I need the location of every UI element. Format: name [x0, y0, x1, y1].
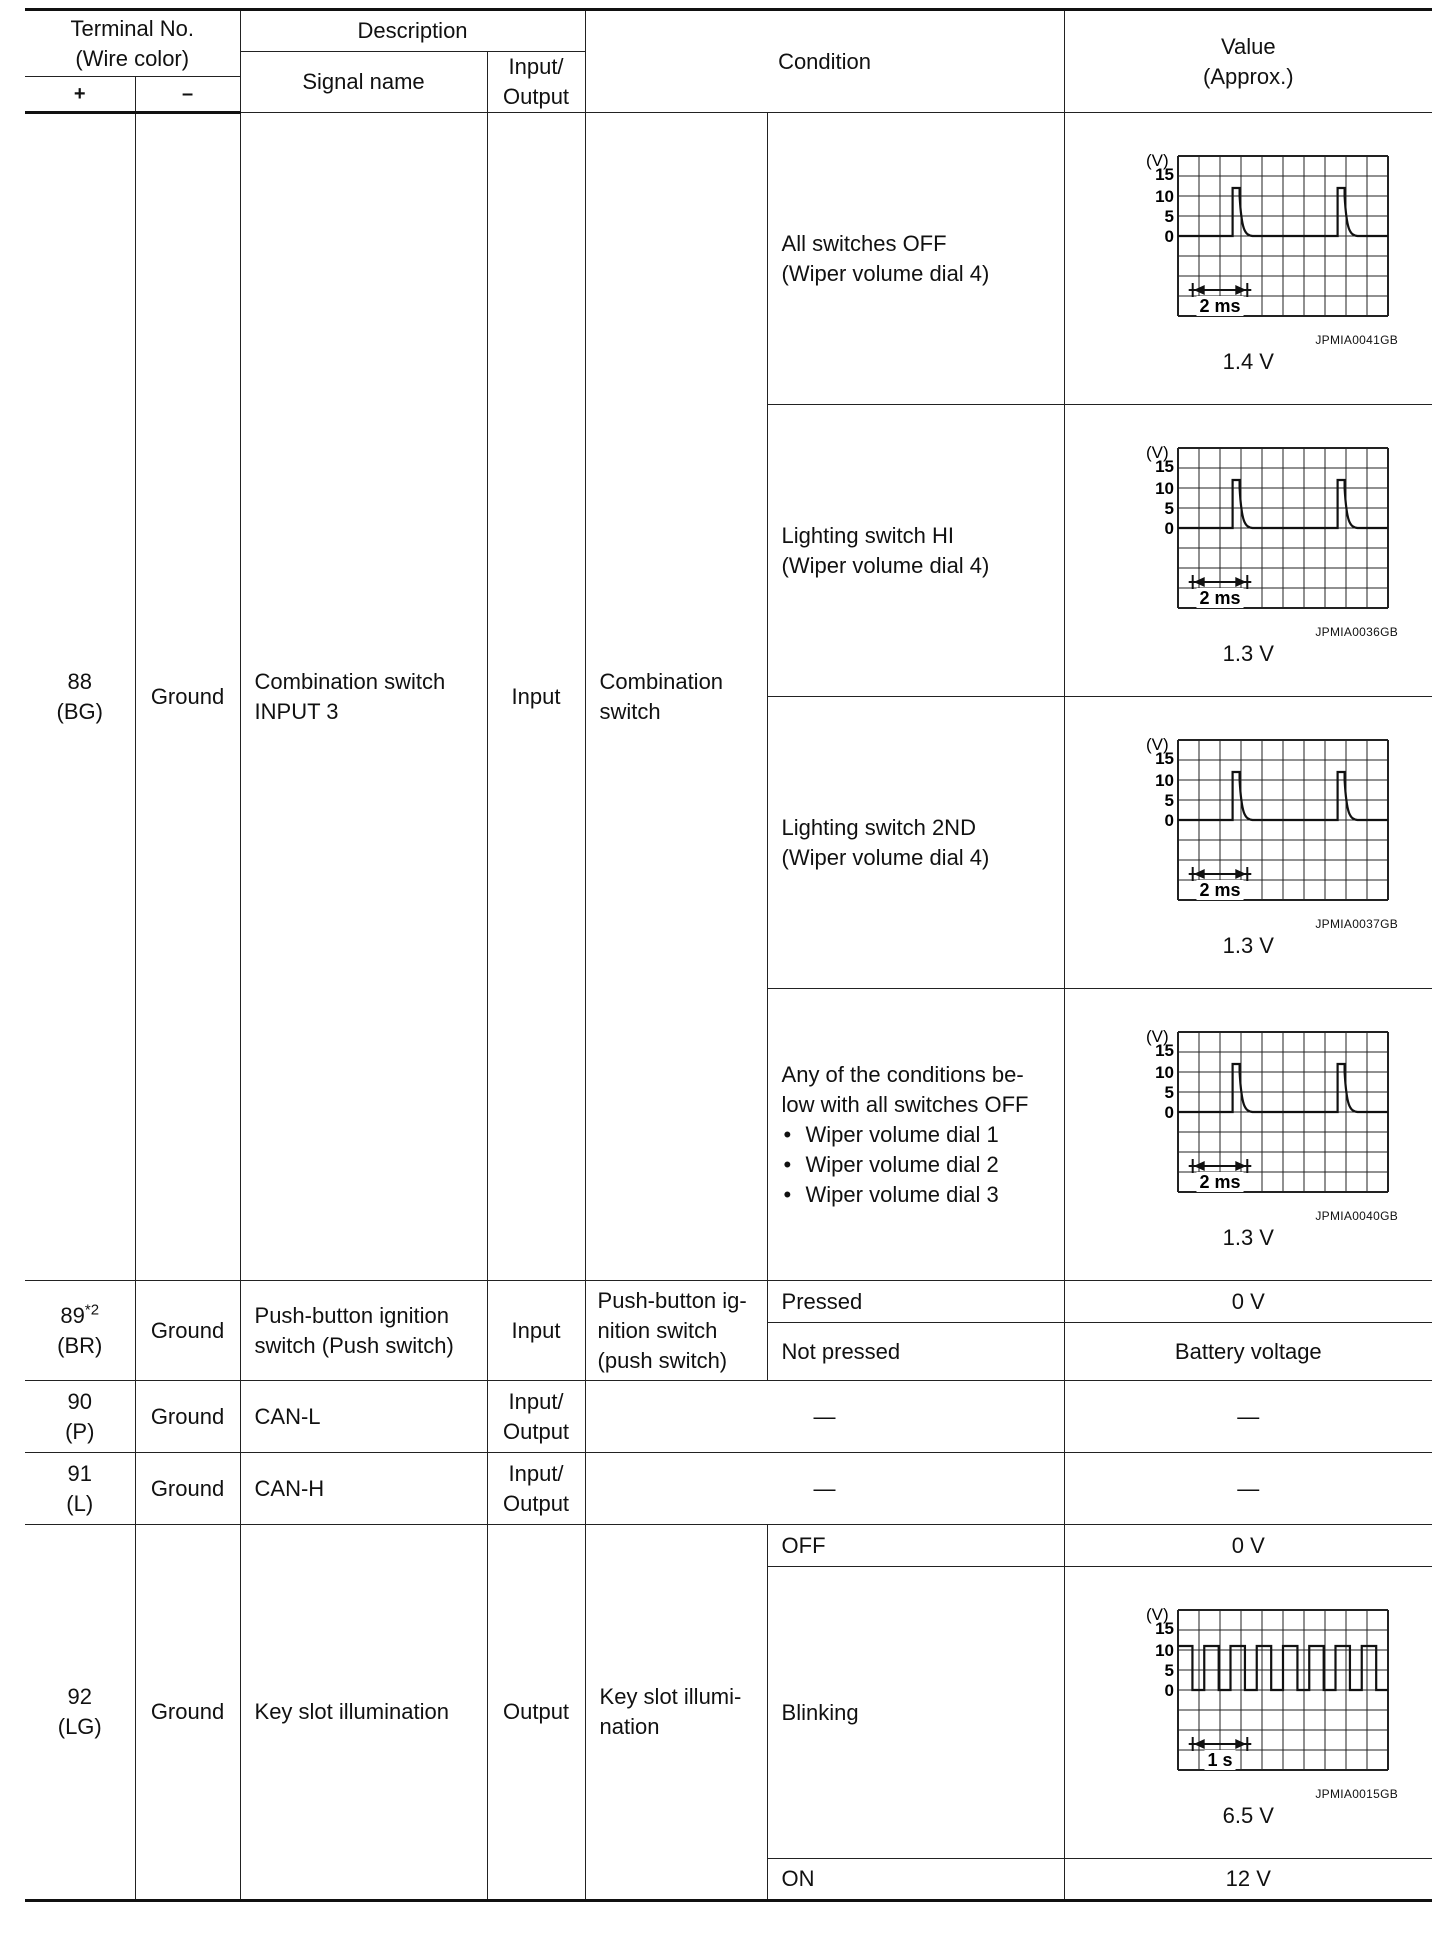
- condition-line: (push switch): [597, 1347, 728, 1373]
- figure-code: JPMIA0015GB: [1315, 1786, 1399, 1801]
- terminal-89: [25, 1281, 135, 1381]
- terminal-no-label: Terminal No.: [70, 15, 194, 41]
- condition-all-switches-off: [767, 113, 1064, 405]
- condition-off: OFF: [767, 1525, 1064, 1567]
- condition-line: Lighting switch 2ND: [781, 814, 976, 840]
- waveform-chart: [1098, 142, 1398, 332]
- ground-90: Ground: [135, 1381, 240, 1453]
- wire-color: (L): [66, 1490, 94, 1516]
- ground-91: Ground: [135, 1453, 240, 1525]
- value-on: 12 V: [1064, 1859, 1432, 1901]
- terminal-91: [25, 1453, 135, 1525]
- signal-92: Key slot illumination: [240, 1525, 487, 1901]
- figure-code: JPMIA0036GB: [1315, 624, 1399, 639]
- y-unit-label: (V): [1146, 442, 1169, 462]
- io-line: Output: [503, 1418, 570, 1444]
- wire-color: (BG): [56, 699, 103, 724]
- y-tick-label: 15: [1155, 456, 1175, 476]
- y-unit-label: (V): [1146, 734, 1169, 754]
- y-tick-label: 15: [1155, 164, 1175, 184]
- terminal-90: [25, 1381, 135, 1453]
- wire-color: (BR): [57, 1332, 103, 1358]
- signal-90: CAN-L: [240, 1381, 487, 1453]
- condition-line: (Wiper volume dial 4): [781, 844, 990, 870]
- voltage-value: 6.5 V: [1222, 1802, 1274, 1828]
- condition-bullet-list: [782, 1120, 1050, 1210]
- condition-line: Key slot illumi-: [599, 1684, 742, 1709]
- time-scale-label: 1 s: [1207, 1749, 1233, 1770]
- ground-89: Ground: [135, 1281, 240, 1381]
- y-tick-label: 5: [1164, 1660, 1175, 1680]
- header-input-output: [487, 52, 585, 113]
- terminal-92: [25, 1525, 135, 1901]
- condition-line: All switches OFF: [781, 230, 947, 256]
- signal-name-line: Push-button ignition: [254, 1302, 449, 1328]
- condition-main-88: [585, 113, 767, 1281]
- y-unit-label: (V): [1146, 150, 1169, 170]
- terminal-number: 91: [67, 1460, 92, 1486]
- condition-blinking: Blinking: [767, 1567, 1064, 1859]
- waveform-chart: [1098, 1018, 1398, 1208]
- condition-90: —: [585, 1381, 1064, 1453]
- value-pressed: 0 V: [1064, 1281, 1432, 1323]
- header-value: [1064, 10, 1432, 113]
- io-89: Input: [487, 1281, 585, 1381]
- header-signal-name: Signal name: [240, 52, 487, 113]
- value-90: —: [1064, 1381, 1432, 1453]
- condition-not-pressed: Not pressed: [767, 1323, 1064, 1381]
- y-tick-label: 15: [1155, 1618, 1175, 1638]
- terminal-table: [25, 8, 1432, 1902]
- value-not-pressed: Battery voltage: [1064, 1323, 1432, 1381]
- wire-color: (P): [65, 1418, 95, 1444]
- io-92: Output: [487, 1525, 585, 1901]
- io-label-2: Output: [503, 84, 570, 109]
- value-off: 0 V: [1064, 1525, 1432, 1567]
- io-line: Input/: [508, 1388, 564, 1414]
- y-unit-label: (V): [1146, 1026, 1169, 1046]
- condition-line: (Wiper volume dial 4): [781, 552, 990, 578]
- terminal-number: 92: [67, 1684, 92, 1709]
- condition-main-89: [585, 1281, 767, 1381]
- y-tick-label: 0: [1164, 810, 1175, 830]
- signal-88: [240, 113, 487, 1281]
- header-plus: +: [25, 77, 135, 113]
- signal-name-line: Combination switch: [254, 668, 446, 694]
- table-row-90: [25, 1381, 1432, 1453]
- condition-line: Combination: [599, 668, 724, 694]
- y-tick-label: 0: [1164, 518, 1175, 538]
- ground-88: Ground: [135, 113, 240, 1281]
- list-item: • Wiper volume dial 2: [782, 1150, 1050, 1180]
- table-row-92: [25, 1525, 1432, 1567]
- waveform-trace: [1178, 1646, 1388, 1690]
- voltage-value: 1.3 V: [1222, 640, 1274, 666]
- io-91: [487, 1453, 585, 1525]
- y-tick-label: 5: [1164, 498, 1175, 518]
- approx-label: (Approx.): [1203, 63, 1294, 89]
- footnote-marker: *2: [84, 1301, 100, 1319]
- voltage-value: 1.3 V: [1222, 932, 1274, 958]
- figure-code: JPMIA0041GB: [1315, 332, 1399, 347]
- list-item: • Wiper volume dial 1: [782, 1120, 1050, 1150]
- time-scale-label: 2 ms: [1199, 587, 1241, 608]
- header-minus: –: [135, 77, 240, 113]
- y-tick-label: 10: [1155, 770, 1175, 790]
- table-row-88: [25, 113, 1432, 405]
- time-scale-label: 2 ms: [1199, 879, 1241, 900]
- condition-line: low with all switches OFF: [781, 1091, 1029, 1117]
- figure-code: JPMIA0040GB: [1315, 1208, 1399, 1223]
- terminal-number: 88: [67, 669, 92, 694]
- y-tick-label: 15: [1155, 748, 1175, 768]
- table-row-89: [25, 1281, 1432, 1323]
- value-label: Value: [1220, 33, 1276, 59]
- figure-code: JPMIA0037GB: [1315, 916, 1399, 931]
- y-tick-label: 15: [1155, 1040, 1175, 1060]
- y-tick-label: 0: [1164, 1680, 1175, 1700]
- voltage-value: 1.4 V: [1222, 348, 1274, 374]
- value-91: —: [1064, 1453, 1432, 1525]
- y-tick-label: 10: [1155, 478, 1175, 498]
- table-row-91: [25, 1453, 1432, 1525]
- y-tick-label: 0: [1164, 226, 1175, 246]
- y-tick-label: 10: [1155, 1640, 1175, 1660]
- value-waveform-cell: [1064, 1567, 1432, 1859]
- condition-lighting-hi: [767, 405, 1064, 697]
- condition-91: —: [585, 1453, 1064, 1525]
- voltage-value: 1.3 V: [1222, 1224, 1274, 1250]
- y-unit-label: (V): [1146, 1604, 1169, 1624]
- condition-line: nation: [599, 1714, 660, 1739]
- condition-line: nition switch: [597, 1317, 718, 1343]
- time-scale-label: 2 ms: [1199, 1171, 1241, 1192]
- value-waveform-cell: [1064, 697, 1432, 989]
- condition-any-wiper-dial: [767, 989, 1064, 1281]
- header-description: Description: [240, 10, 585, 52]
- waveform-chart: [1098, 434, 1398, 624]
- header-terminal-no: [25, 10, 240, 77]
- y-tick-label: 5: [1164, 1082, 1175, 1102]
- terminal-number: 89: [60, 1302, 85, 1328]
- y-tick-label: 10: [1155, 186, 1175, 206]
- waveform-chart: [1098, 1596, 1398, 1786]
- signal-91: CAN-H: [240, 1453, 487, 1525]
- signal-89: [240, 1281, 487, 1381]
- list-item: • Wiper volume dial 3: [782, 1180, 1050, 1210]
- io-label-1: Input/: [508, 54, 564, 79]
- condition-on: ON: [767, 1859, 1064, 1901]
- condition-line: (Wiper volume dial 4): [781, 260, 990, 286]
- condition-line: Push-button ig-: [597, 1287, 747, 1313]
- terminal-88: [25, 113, 135, 1281]
- signal-name-line: switch (Push switch): [254, 1332, 454, 1358]
- value-waveform-cell: [1064, 405, 1432, 697]
- io-line: Output: [503, 1490, 570, 1516]
- header-condition: Condition: [585, 10, 1064, 113]
- signal-name-line: INPUT 3: [254, 698, 339, 724]
- waveform-chart: [1098, 726, 1398, 916]
- y-tick-label: 0: [1164, 1102, 1175, 1122]
- y-tick-label: 5: [1164, 206, 1175, 226]
- condition-line: Lighting switch HI: [781, 522, 954, 548]
- condition-lighting-2nd: [767, 697, 1064, 989]
- io-88: Input: [487, 113, 585, 1281]
- value-waveform-cell: [1064, 989, 1432, 1281]
- io-90: [487, 1381, 585, 1453]
- y-tick-label: 5: [1164, 790, 1175, 810]
- terminal-number: 90: [67, 1388, 92, 1414]
- y-tick-label: 10: [1155, 1062, 1175, 1082]
- condition-main-92: [585, 1525, 767, 1901]
- wire-color: (LG): [57, 1714, 102, 1739]
- io-line: Input/: [508, 1460, 564, 1486]
- condition-line: Any of the conditions be-: [781, 1061, 1024, 1087]
- condition-line: switch: [599, 698, 661, 724]
- time-scale-label: 2 ms: [1199, 295, 1241, 316]
- value-waveform-cell: [1064, 113, 1432, 405]
- ground-92: Ground: [135, 1525, 240, 1901]
- condition-pressed: Pressed: [767, 1281, 1064, 1323]
- wire-color-label: (Wire color): [75, 45, 190, 71]
